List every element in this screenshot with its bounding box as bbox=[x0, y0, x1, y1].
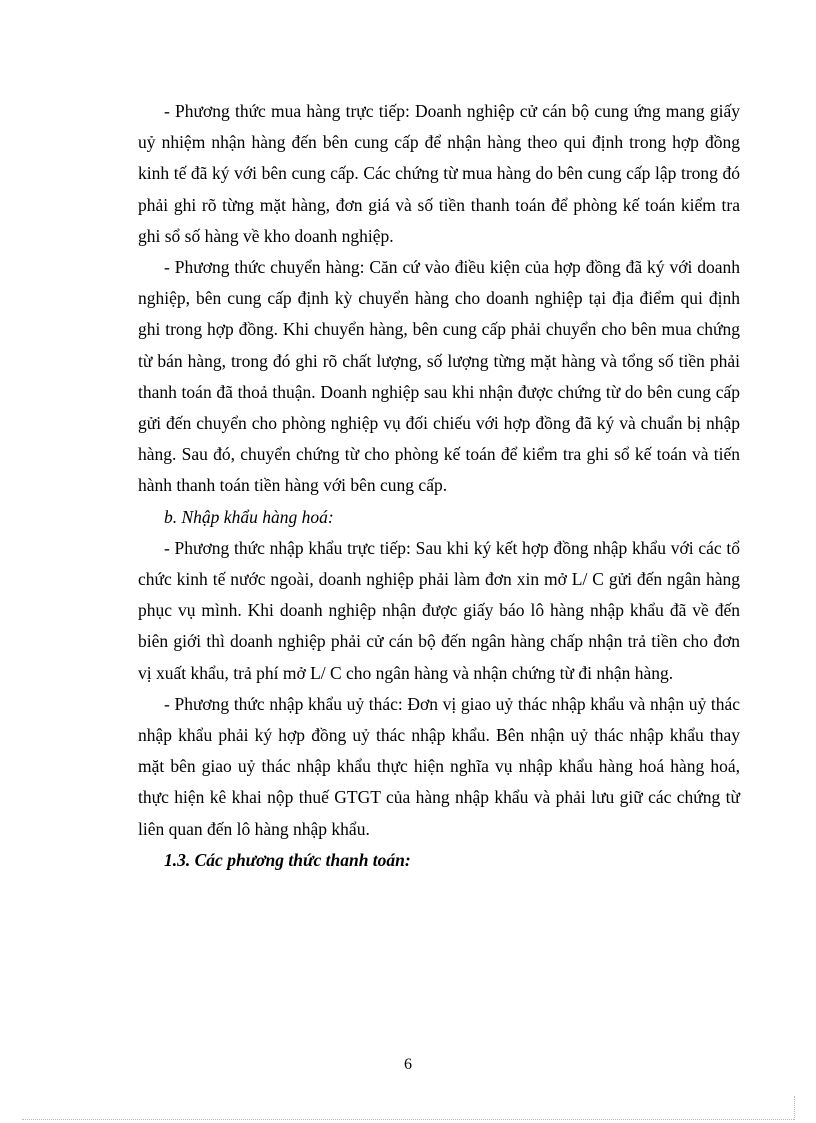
page-body bbox=[138, 96, 740, 876]
page-bottom-border bbox=[22, 1119, 794, 1120]
paragraph-direct-purchase: - Phương thức mua hàng trực tiếp: Doanh nghiệp cử cán bộ cung ứng mang giấy uỷ nhiệm nhận hàng đến bên cung cấp để nhận hàng theo qui định trong hợp đồng kinh tế đã ký với bên cung cấp. Các chứng từ mua hàng do bên cung cấp lập trong đó phải ghi rõ từng mặt hàng, đơn giá và số tiền thanh toán để phòng kế toán kiểm tra ghi sổ số hàng về kho doanh nghiệp. bbox=[138, 101, 740, 246]
paragraph-delivery-method: - Phương thức chuyển hàng: Căn cứ vào điều kiện của hợp đồng đã ký với doanh nghiệp, bên cung cấp định kỳ chuyển hàng cho doanh nghiệp tại địa điểm qui định ghi trong hợp đồng. Khi chuyển hàng, bên cung cấp phải chuyển cho bên mua chứng từ bán hàng, trong đó ghi rõ chất lượng, số lượng từng mặt hàng và tổng số tiền phải thanh toán đã thoả thuận. Doanh nghiệp sau khi nhận được chứng từ do bên cung cấp gửi đến chuyển cho phòng nghiệp vụ đối chiếu với hợp đồng đã ký và chuẩn bị nhập hàng. Sau đó, chuyển chứng từ cho phòng kế toán để kiểm tra ghi sổ kế toán và tiến hành thanh toán tiền hàng với bên cung cấp. bbox=[138, 257, 740, 496]
paragraph-entrusted-import: - Phương thức nhập khẩu uỷ thác: Đơn vị giao uỷ thác nhập khẩu và nhận uỷ thác nhập khẩu phải ký hợp đồng uỷ thác nhập khẩu. Bên nhận uỷ thác nhập khẩu thay mặt bên giao uỷ thác nhập khẩu thực hiện nghĩa vụ nhập khẩu hàng hoá hàng hoá, thực hiện kê khai nộp thuế GTGT của hàng nhập khẩu và phải lưu giữ các chứng từ liên quan đến lô hàng nhập khẩu. bbox=[138, 693, 740, 839]
subheading-import: b. Nhập khẩu hàng hoá: bbox=[164, 506, 334, 527]
paragraph-direct-import: - Phương thức nhập khẩu trực tiếp: Sau khi ký kết hợp đồng nhập khẩu với các tổ chức kinh tế nước ngoài, doanh nghiệp phải làm đơn xin mở L/ C gửi đến ngân hàng phục vụ mình. Khi doanh nghiệp nhận được giấy báo lô hàng nhập khẩu đã về đến biên giới thì doanh nghiệp phải cử cán bộ đến ngân hàng chấp nhận trả tiền cho đơn vị xuất khẩu, trả phí mở L/ C cho ngân hàng và nhận chứng từ đi nhận hàng. bbox=[138, 537, 740, 683]
section-heading-payment-methods: 1.3. Các phương thức thanh toán: bbox=[164, 849, 411, 870]
page-corner-border bbox=[794, 1096, 795, 1120]
page-number: 6 bbox=[404, 1056, 412, 1073]
